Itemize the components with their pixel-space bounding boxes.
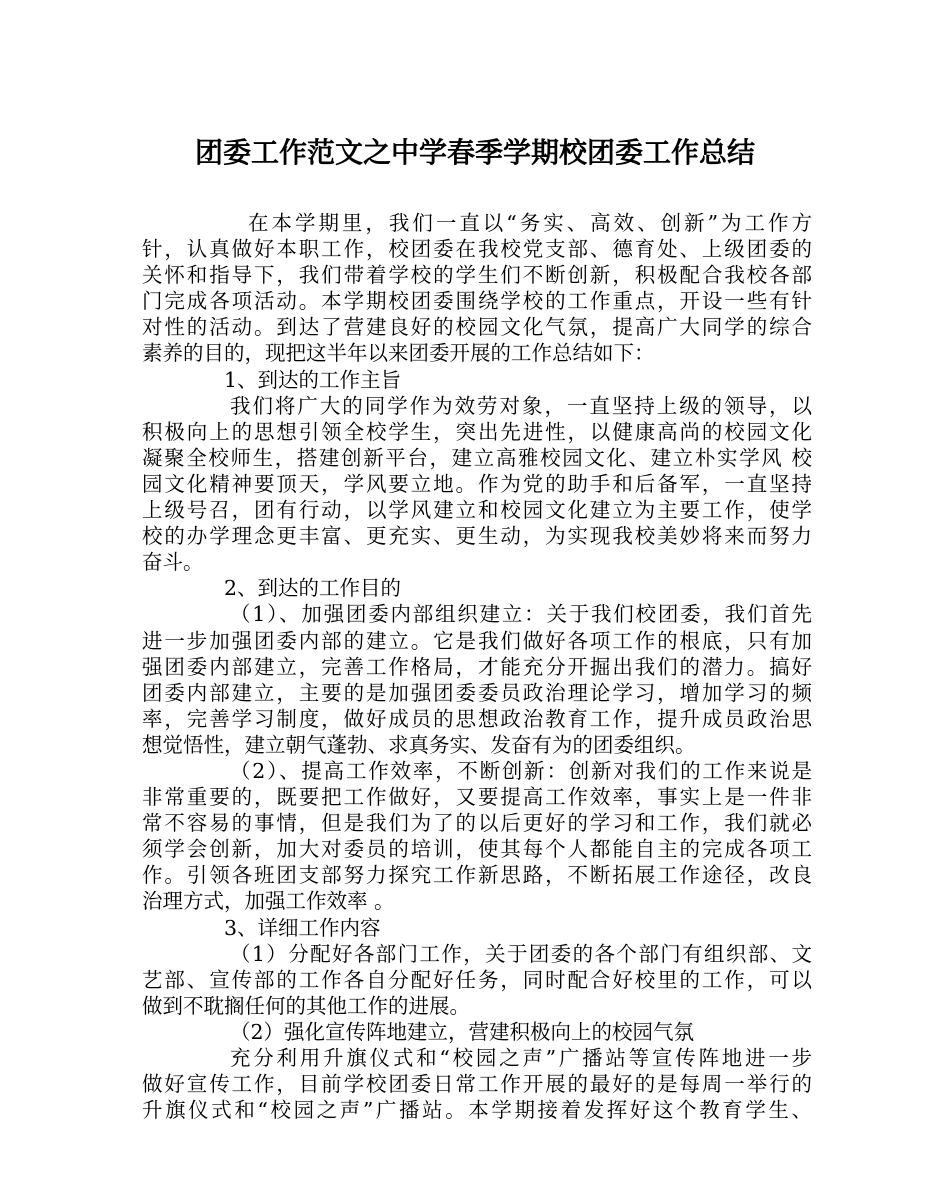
paragraph-line: 关怀和指导下，我们带着学校的学生们不断创新，积极配合我校各部 [142,263,812,288]
paragraph-line: 想觉悟性，建立朝气蓬勃、求真务实、发奋有为的团委组织。 [142,732,696,757]
paragraph-line: （1）、加强团委内部组织建立：关于我们校团委，我们首先 [230,602,812,627]
paragraph-line: 艺部、宣传部的工作各自分配好任务，同时配合好校里的工作，可以 [142,967,812,992]
paragraph-line: 作。引领各班团支部努力探究工作新思路，不断拓展工作途径，改良 [142,863,812,888]
paragraph-line: 团委内部建立，主要的是加强团委委员政治理论学习，增加学习的频 [142,680,812,705]
sub-heading: （2）强化宣传阵地建立，营建积极向上的校园气氛 [230,1019,695,1044]
paragraph-line: 常不容易的事情，但是我们为了的以后更好的学习和工作，我们就必 [142,811,812,836]
paragraph-line: 奋斗。 [142,550,204,575]
paragraph-line: 对性的活动。到达了营建良好的校园文化气氛，提高广大同学的综合 [142,315,812,340]
paragraph-line: 针，认真做好本职工作，校团委在我校党支部、德育处、上级团委的 [142,237,812,262]
paragraph-line: （2）、提高工作效率，不断创新：创新对我们的工作来说是 [230,758,812,783]
paragraph-line: 须学会创新，加大对委员的培训，使其每个人都能自主的完成各项工 [142,837,812,862]
paragraph-line: 园文化精神要顶天，学风要立地。作为党的助手和后备军，一直坚持 [142,471,812,496]
paragraph-line: 凝聚全校师生，搭建创新平台，建立高雅校园文化、建立朴实学风 校 [142,445,812,470]
paragraph-line: 上级号召，团有行动，以学风建立和校园文化建立为主要工作，使学 [142,498,812,523]
document-body [142,210,812,1123]
paragraph-line: 升旗仪式和“校园之声”广播站。本学期接着发挥好这个教育学生、 [142,1098,812,1123]
paragraph-line: 校的办学理念更丰富、更充实、更生动，为实现我校美妙将来而努力 [142,524,812,549]
paragraph-line: 我们将广大的同学作为效劳对象，一直坚持上级的领导，以 [230,393,812,418]
section-heading: 2、到达的工作目的 [224,576,402,601]
paragraph-line: 素养的目的，现把这半年以来团委开展的工作总结如下： [142,341,655,366]
paragraph-line: （1）分配好各部门工作，关于团委的各个部门有组织部、文 [230,941,812,966]
document-title: 团委工作范文之中学春季学期校团委工作总结 [194,136,755,169]
paragraph-line: 治理方式，加强工作效率 。 [142,889,395,914]
paragraph-line: 在本学期里，我们一直以“务实、高效、创新”为工作方 [248,211,812,235]
paragraph-line: 率，完善学习制度，做好成员的思想政治教育工作，提升成员政治思 [142,706,812,731]
paragraph-line: 门完成各项活动。本学期校团委围绕学校的工作重点，开设一些有针 [142,289,812,314]
paragraph-line: 充分利用升旗仪式和“校园之声”广播站等宣传阵地进一步 [230,1046,812,1070]
paragraph-line: 做好宣传工作，目前学校团委日常工作开展的最好的是每周一举行的 [142,1072,812,1097]
paragraph-line: 积极向上的思想引领全校学生，突出先进性，以健康高尚的校园文化 [142,419,812,444]
paragraph-line: 进一步加强团委内部的建立。它是我们做好各项工作的根底，只有加 [142,628,812,653]
section-heading: 3、详细工作内容 [224,915,381,940]
paragraph-line: 非常重要的，既要把工作做好，又要提高工作效率，事实上是一件非 [142,785,812,810]
paragraph-line: 强团委内部建立，完善工作格局，才能充分开掘出我们的潜力。搞好 [142,654,812,679]
paragraph-line: 做到不耽搁任何的其他工作的进展。 [142,993,470,1018]
section-heading: 1、到达的工作主旨 [224,367,402,392]
